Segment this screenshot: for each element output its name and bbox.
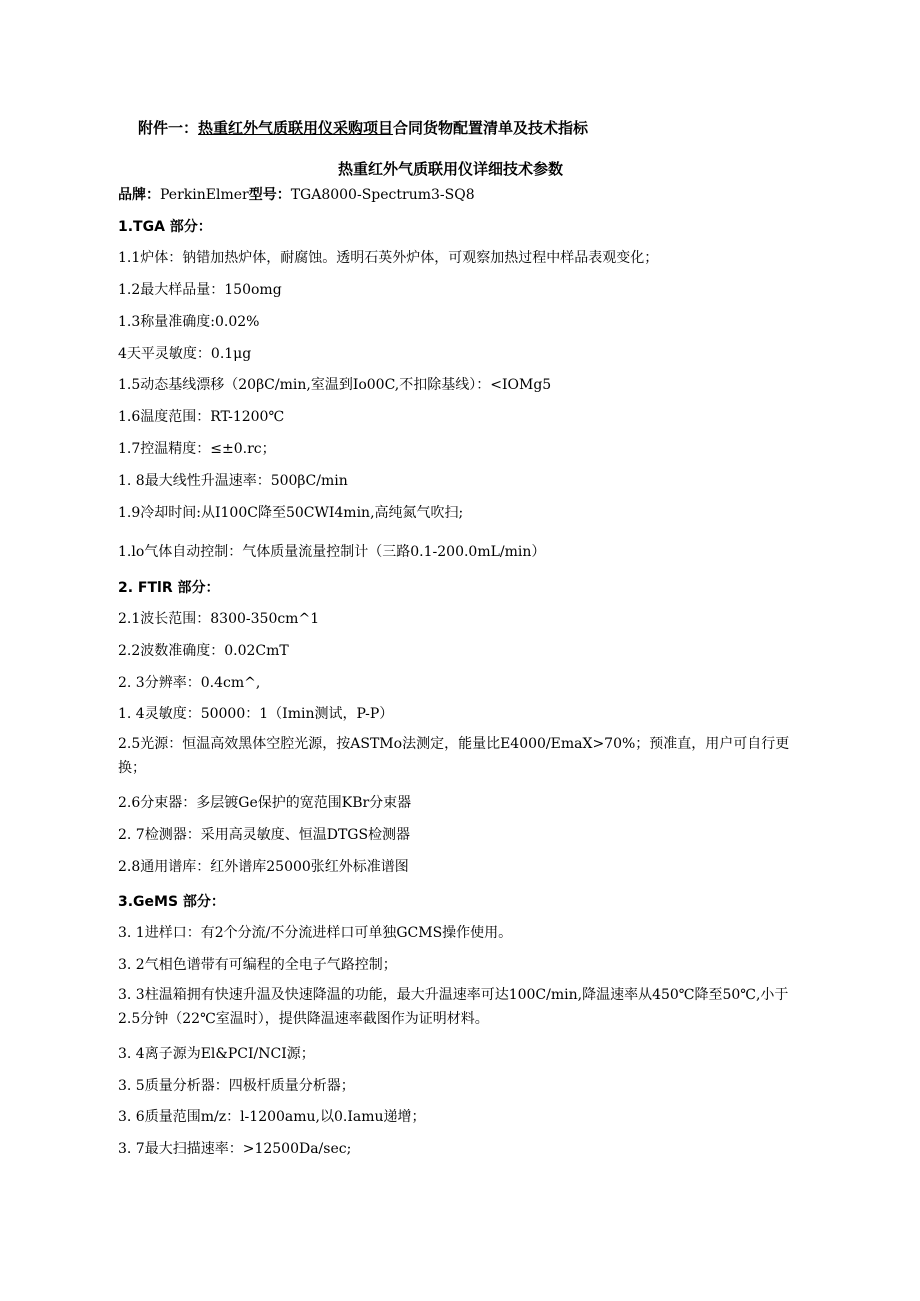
- model-value: TGA8000-Spectrum3-SQ8: [290, 187, 475, 203]
- spec-line: 2.8通用谱库：红外谱库25000张红外标准谱图: [118, 859, 409, 875]
- spec-line: 3. 6质量范围m/z：l-1200amu,以0.Iamu递增；: [118, 1109, 426, 1125]
- spec-line: 3. 1进样口：有2个分流/不分流进样口可单独GCMS操作使用。: [118, 925, 513, 941]
- brand-label: 品牌：: [118, 187, 160, 203]
- spec-line: 1.6温度范围：RT-1200℃: [118, 409, 285, 425]
- heading-suffix: 合同货物配置清单及技术指标: [393, 119, 589, 137]
- brand-value: PerkinElmer: [160, 187, 249, 203]
- spec-line: 3. 5质量分析器：四极杆质量分析器；: [118, 1078, 355, 1094]
- spec-paragraph: 2.5光源：恒温高效黑体空腔光源，按ASTMo法测定，能量比E4000/EmaX>70%；预准直，用户可自行更换；: [118, 736, 790, 776]
- brand-model-line: [118, 184, 475, 204]
- spec-line: 1.1炉体：钠错加热炉体，耐腐蚀。透明石英外炉体，可观察加热过程中样品表观变化；: [118, 250, 659, 266]
- heading-prefix: 附件一：: [138, 119, 199, 137]
- spec-line: 3. 7最大扫描速率：>12500Da/sec;: [118, 1141, 352, 1157]
- attachment-heading: [138, 117, 588, 138]
- spec-line: 1.3称量准确度:0.02%: [118, 314, 260, 330]
- spec-line: 1. 8最大线性升温速率：500βC/min: [118, 473, 348, 489]
- section-gcms-heading: 3.GeMS 部分：: [118, 894, 225, 910]
- spec-line: 3. 2气相色谱带有可编程的全电子气路控制；: [118, 957, 397, 973]
- section-tga-heading: 1.TGA 部分：: [118, 219, 212, 235]
- model-label: 型号：: [248, 187, 291, 203]
- spec-line: 1.5动态基线漂移（20βC/min,室温到Io00C,不扣除基线）：<IOMg5: [118, 377, 552, 393]
- section-ftir-heading: 2. FTlR 部分：: [118, 580, 220, 596]
- spec-line: 1.7控温精度：≤±0.rc；: [118, 441, 276, 457]
- spec-line: 2. 3分辨率：0.4cm^,: [118, 675, 261, 691]
- spec-line: 1. 4灵敏度：50000：1（Imin测试，P-P）: [118, 706, 394, 722]
- spec-line: 2.2波数准确度：0.02CmT: [118, 643, 289, 659]
- spec-line: 1.2最大样品量：150omg: [118, 282, 282, 298]
- spec-paragraph: 3. 3柱温箱拥有快速升温及快速降温的功能，最大升温速率可达100C/min,降温速率从450℃降至50℃,小于2.5分钟（22℃室温时），提供降温速率截图作为证明材料。: [118, 987, 789, 1027]
- spec-line: 2.6分束器：多层镀Ge保护的宽范围KBr分束器: [118, 795, 412, 811]
- spec-line: 3. 4离子源为El&PCI/NCI源；: [118, 1046, 315, 1062]
- spec-line: 1.lo气体自动控制：气体质量流量控制计（三路0.1-200.0mL/min）: [118, 544, 546, 560]
- document-subtitle: 热重红外气质联用仪详细技术参数: [338, 160, 564, 178]
- spec-line: 2.1波长范围：8300-350cm^1: [118, 611, 320, 627]
- spec-line: 1.9冷却时间:从I100C降至50CWI4min,高纯氮气吹扫;: [118, 505, 464, 521]
- spec-line: 2. 7检测器：采用高灵敏度、恒温DTGS检测器: [118, 827, 411, 843]
- heading-project-name: 热重红外气质联用仪采购项目: [198, 119, 394, 137]
- spec-line: 4天平灵敏度：0.1μg: [118, 346, 252, 362]
